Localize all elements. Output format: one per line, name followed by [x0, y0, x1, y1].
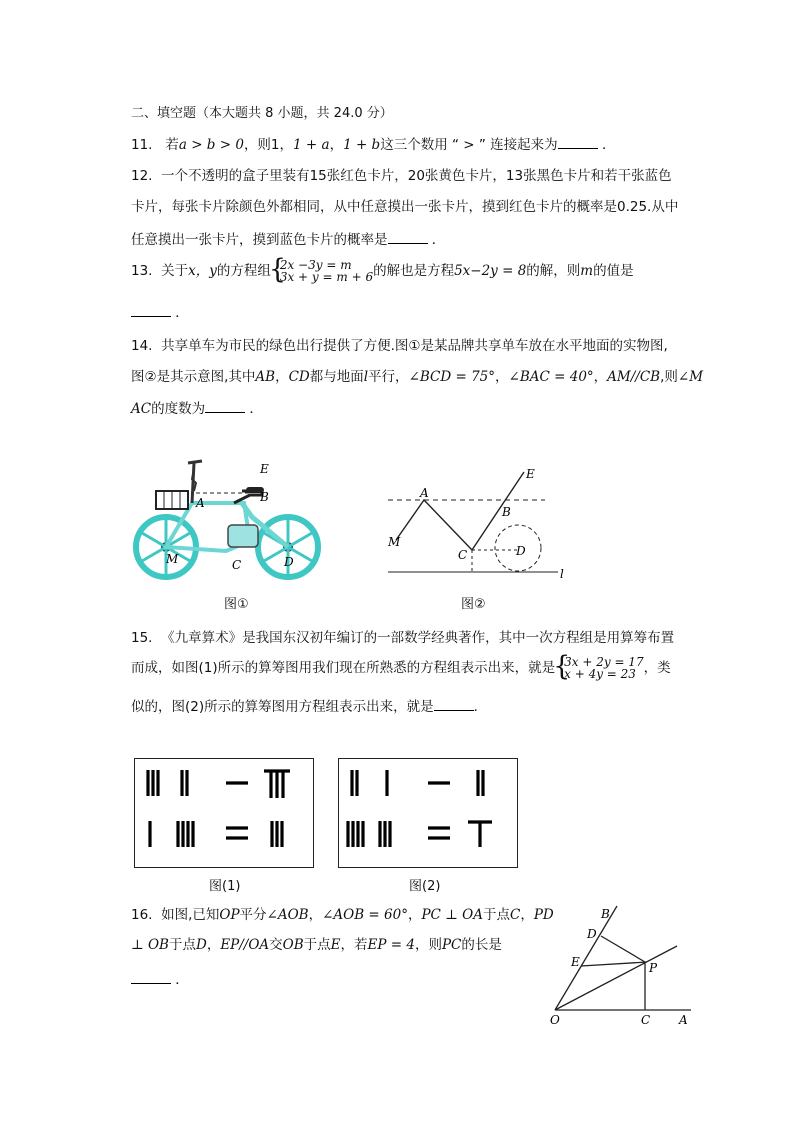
q13-number: 13. — [131, 263, 153, 279]
q15-end: ． — [473, 699, 488, 715]
question-14-line2: 图②是其示意图,其中AB，CD都与地面l平行，∠BCD = 75°，∠BAC = 40°，AM//CB,则∠M — [131, 369, 704, 385]
q11-text-mid: ，则1， — [243, 137, 294, 153]
bike-label-b: B — [260, 490, 269, 504]
q11-expr1: 1 + a — [293, 137, 330, 153]
q16-text-mid5: 于点 — [303, 937, 331, 953]
bike-label-a: A — [196, 496, 205, 510]
fig2-label-d: D — [516, 544, 526, 558]
q11-text: 若 — [165, 137, 179, 153]
q12-end: ． — [431, 232, 446, 248]
question-15-line2 — [131, 656, 671, 680]
q13-equation-system — [271, 259, 373, 283]
q16-label-b: B — [601, 907, 610, 921]
q11-number: 11. — [131, 137, 153, 153]
q11-end: ． — [601, 137, 616, 153]
question-12-line1 — [131, 164, 672, 184]
q11-condition: a > b > 0 — [178, 137, 244, 153]
q16-pc-perp: PC ⊥ OA — [421, 907, 483, 923]
q14-target-a: ∠M — [677, 369, 704, 385]
question-12-line2: 卡片，每张卡片除颜色外都相同，从中任意摸出一张卡片，摸到红色卡片的概率是0.25.从中 — [131, 199, 679, 215]
question-15-line1 — [131, 626, 674, 646]
counting-rods-figure-2 — [338, 758, 518, 868]
answer-blank[interactable] — [558, 136, 598, 149]
q16-label-o: O — [550, 1013, 560, 1027]
q12-number: 12. — [131, 168, 153, 184]
q15-text-line3: 似的，图(2)所示的算筹图用方程组表示出来，就是 — [131, 699, 434, 715]
q16-text-mid2: 于点 — [482, 907, 510, 923]
q11-text-post: 这三个数用 “ > ” 连接起来为 — [380, 137, 558, 153]
question-16-line3 — [131, 968, 189, 988]
q14-text-line1: 共享单车为市民的绿色出行提供了方便.图①是某品牌共享单车放在水平地面的实物图, — [161, 338, 668, 354]
q16-aob60: ∠AOB = 60° — [322, 907, 408, 923]
q16-d: D — [195, 937, 207, 953]
q16-pd: PD — [533, 907, 554, 923]
fig2-label-c: C — [458, 548, 468, 562]
q15-text-line1: 《九章算术》是我国东汉初年编订的一部数学经典著作，其中一次方程组是用算筹布置 — [161, 630, 675, 646]
answer-blank[interactable] — [131, 304, 171, 317]
answer-blank[interactable] — [434, 698, 474, 711]
q16-text-mid4: 交 — [269, 937, 283, 953]
q14-angle-bcd: ∠BCD = 75° — [408, 369, 496, 385]
q13-eq2: 3x + y = m + 6 — [279, 270, 374, 284]
angle-bisector-diagram — [545, 900, 700, 1030]
q14-end: ． — [249, 401, 263, 417]
q12-text-line3: 任意摸出一张卡片，摸到蓝色卡片的概率是 — [131, 232, 388, 248]
q13-m: m — [580, 263, 594, 279]
q16-label-p: P — [649, 961, 658, 975]
q15-eq1: 3x + 2y = 17 — [564, 655, 644, 669]
q15-equation-system — [555, 656, 643, 680]
bike-label-e: E — [260, 462, 269, 476]
q13-text-mid: 的方程组 — [216, 263, 271, 279]
q16-op: OP — [219, 907, 240, 923]
question-12-line3 — [131, 228, 445, 248]
figure-2-caption: 图② — [461, 597, 486, 612]
q12-text: 一个不透明的盒子里装有15张红色卡片，20张黄色卡片，13张黑色卡片和若干张蓝色 — [161, 168, 672, 184]
q13-eq3: 5x−2y = 8 — [454, 263, 527, 279]
q16-text-mid: 平分 — [239, 907, 267, 923]
q16-text: 如图,已知 — [161, 907, 220, 923]
figure-1-caption: 图① — [224, 597, 249, 612]
rods-caption-2: 图(2) — [409, 879, 441, 894]
q14-text-end: ,则 — [660, 369, 678, 385]
q16-label-a: A — [679, 1013, 688, 1027]
q16-text-mid6: ，若 — [340, 937, 368, 953]
q14-comma: ， — [275, 369, 289, 385]
q14-text-mid2: 平行， — [368, 369, 409, 385]
q16-text-mid7: ，则 — [414, 937, 442, 953]
bike-label-d: D — [284, 555, 294, 569]
question-13-line2 — [131, 301, 189, 321]
q13-eq1: 2x −3y = m — [279, 258, 352, 272]
q16-e: E — [330, 937, 341, 953]
q16-ep-parallel: EP//OA — [220, 937, 270, 953]
answer-blank[interactable] — [388, 231, 428, 244]
counting-rods-figure-1 — [134, 758, 314, 868]
rods-caption-1: 图(1) — [209, 879, 241, 894]
question-14-line3 — [131, 397, 263, 417]
answer-blank[interactable] — [131, 971, 171, 984]
question-16-line1: 16. 如图,已知OP平分∠AOB，∠AOB = 60°，PC ⊥ OA于点C，PD — [131, 907, 554, 923]
q14-ab: AB — [255, 369, 276, 385]
fig2-label-b: B — [502, 505, 511, 519]
q15-text: 而成，如图(1)所示的算筹图用我们现在所熟悉的方程组表示出来，就是 — [131, 660, 556, 676]
q16-text-mid3: 于点 — [168, 937, 196, 953]
fig2-label-m: M — [388, 535, 401, 549]
q16-label-e: E — [571, 955, 580, 969]
bike-label-m: M — [166, 552, 179, 566]
question-14-line1 — [131, 334, 668, 354]
q15-number: 15. — [131, 630, 153, 646]
q16-pc: PC — [441, 937, 462, 953]
q11-sep: ， — [329, 137, 344, 153]
section-heading: 二、填空题（本大题共 8 小题，共 24.0 分） — [131, 106, 393, 121]
question-11 — [131, 133, 615, 153]
q14-text-mid: 都与地面 — [309, 369, 364, 385]
q14-text: 图②是其示意图,其中 — [131, 369, 256, 385]
q16-ob: OB — [282, 937, 304, 953]
q14-parallel: AM//CB — [607, 369, 661, 385]
fig2-label-a: A — [420, 486, 429, 500]
bike-label-c: C — [232, 558, 242, 572]
q11-expr2: 1 + b — [343, 137, 381, 153]
q13-text-mid2: 的解也是方程 — [373, 263, 455, 279]
q16-ob-perp: ⊥ OB — [131, 937, 169, 953]
q13-vars: x，y — [188, 263, 217, 279]
q15-eq2: x + 4y = 23 — [564, 667, 636, 681]
q16-text-post: 的长是 — [461, 937, 502, 953]
q14-text-post: 的度数为 — [151, 401, 206, 417]
q13-text-post: 的解，则 — [526, 263, 581, 279]
q16-label-c: C — [641, 1013, 651, 1027]
q13-end: ． — [175, 305, 189, 321]
fig2-label-l: l — [560, 567, 564, 581]
q14-l: l — [363, 369, 369, 385]
q16-aob: ∠AOB — [266, 907, 309, 923]
q16-label-d: D — [587, 927, 597, 941]
answer-blank[interactable] — [205, 400, 245, 413]
q14-angle-bac: ∠BAC = 40° — [508, 369, 594, 385]
q13-text: 关于 — [161, 263, 189, 279]
q13-text-post2: 的值是 — [593, 263, 634, 279]
q14-cd: CD — [288, 369, 310, 385]
q16-end: ． — [175, 972, 189, 988]
q14-number: 14. — [131, 338, 153, 354]
question-16-line2: ⊥ OB于点D，EP//OA交OB于点E，若EP = 4，则PC的长是 — [131, 937, 502, 953]
q16-ep4: EP = 4 — [367, 937, 415, 953]
q14-target-b: AC — [131, 401, 152, 417]
q15-text-post: ，类 — [643, 660, 671, 676]
fig2-label-e: E — [526, 467, 535, 481]
q16-c: C — [509, 907, 521, 923]
bicycle-image — [130, 455, 330, 585]
question-13 — [131, 259, 634, 283]
question-15-line3 — [131, 695, 487, 715]
q16-number: 16. — [131, 907, 153, 923]
q16-sep: ， — [308, 907, 323, 923]
bike-diagram — [380, 460, 580, 585]
